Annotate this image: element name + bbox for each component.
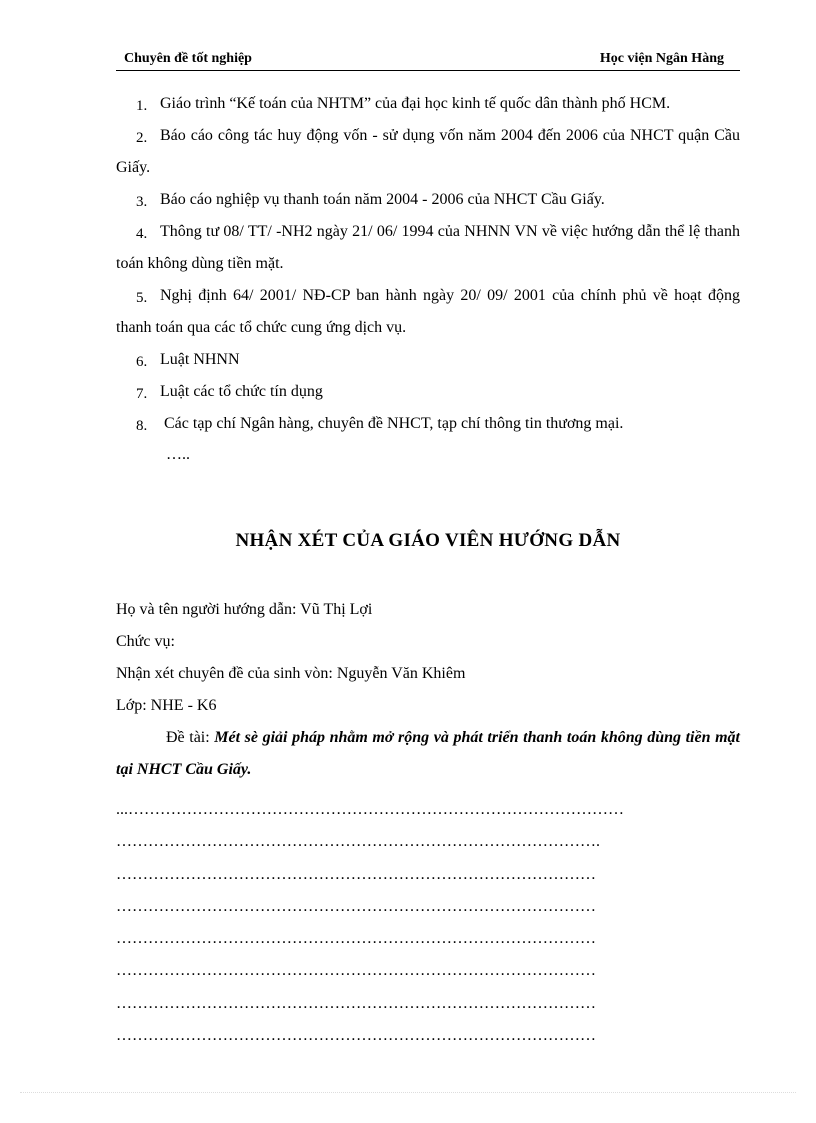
comment-dot-line: ……………………………………………………………………………… <box>116 865 596 883</box>
reference-number: 4. <box>136 226 148 242</box>
reference-item <box>116 216 740 280</box>
header-institution: Học viện Ngân Hàng <box>599 51 724 66</box>
reference-text: Các tạp chí Ngân hàng, chuyên đề NHCT, tạp chí thông tin thương mại. <box>160 415 624 432</box>
review-title: NHẬN XÉT CỦA GIÁO VIÊN HƯỚNG DẪN <box>235 530 621 551</box>
advisor-line: Họ và tên người hướng dẫn: Vũ Thị Lợi <box>116 601 373 618</box>
review-section <box>116 594 740 786</box>
reference-number: 6. <box>136 354 148 370</box>
comment-dot-line: ……………………………………………………………………………… <box>116 962 596 980</box>
comment-dot-line: ……………………………………………………………………………… <box>116 897 596 915</box>
page-bottom-rule <box>20 1092 796 1093</box>
reference-ellipsis: ….. <box>166 446 190 463</box>
reference-text: Báo cáo công tác huy động vốn - sử dụng vốn năm 2004 đến 2006 của NHCT quận Cầu Giấy. <box>116 127 740 176</box>
topic-line <box>116 722 740 786</box>
class-line: Lớp: NHE - K6 <box>116 697 217 714</box>
reference-text: Báo cáo nghiệp vụ thanh toán năm 2004 - 2006 của NHCT Cầu Giấy. <box>160 191 605 208</box>
reference-item <box>116 280 740 344</box>
reference-text: Nghị định 64/ 2001/ NĐ-CP ban hành ngày 20/ 09/ 2001 của chính phủ về hoạt động thanh toán qua các tổ chức cung ứng dịch vụ. <box>116 287 740 336</box>
reference-number: 8. <box>136 418 148 434</box>
reference-item <box>116 344 740 376</box>
comment-dot-line: ……………………………………………………………………………… <box>116 994 596 1012</box>
reference-item <box>116 376 740 408</box>
header-course-title: Chuyên đề tốt nghiệp <box>124 51 252 66</box>
reference-item <box>116 120 740 184</box>
reference-number: 5. <box>136 290 148 306</box>
page-header <box>116 50 740 71</box>
student-line: Nhận xét chuyên đề của sinh vòn: Nguyễn Văn Khiêm <box>116 665 466 682</box>
reference-number: 2. <box>136 130 148 146</box>
topic-label: Đề tài: <box>166 729 215 746</box>
reference-number: 7. <box>136 386 148 402</box>
reference-item <box>116 88 740 120</box>
reference-text: Giáo trình “Kế toán của NHTM” của đại học kinh tế quốc dân thành phố HCM. <box>160 95 671 112</box>
comment-lines <box>116 794 756 1052</box>
comment-dot-line: ...………………………………………………………………………………… <box>116 801 624 818</box>
reference-number: 3. <box>136 194 148 210</box>
reference-text: Luật NHNN <box>160 351 240 368</box>
topic-text: Mét sè giải pháp nhằm mở rộng và phát triển thanh toán không dùng tiền mặt tại NHCT Cầu Giấy. <box>116 729 740 778</box>
comment-dot-line: ……………………………………………………………………………… <box>116 930 596 948</box>
reference-text: Luật các tổ chức tín dụng <box>160 383 323 400</box>
reference-text: Thông tư 08/ TT/ -NH2 ngày 21/ 06/ 1994 của NHNN VN về việc hướng dẫn thể lệ thanh toán không dùng tiền mặt. <box>116 223 740 272</box>
comment-dot-line: ………………………………………………………………………………. <box>116 833 600 851</box>
reference-item <box>116 408 740 440</box>
position-line: Chức vụ: <box>116 633 175 650</box>
reference-number: 1. <box>136 98 148 114</box>
comment-dot-line: ……………………………………………………………………………… <box>116 1027 596 1045</box>
reference-item <box>116 184 740 216</box>
reference-list <box>116 88 740 470</box>
